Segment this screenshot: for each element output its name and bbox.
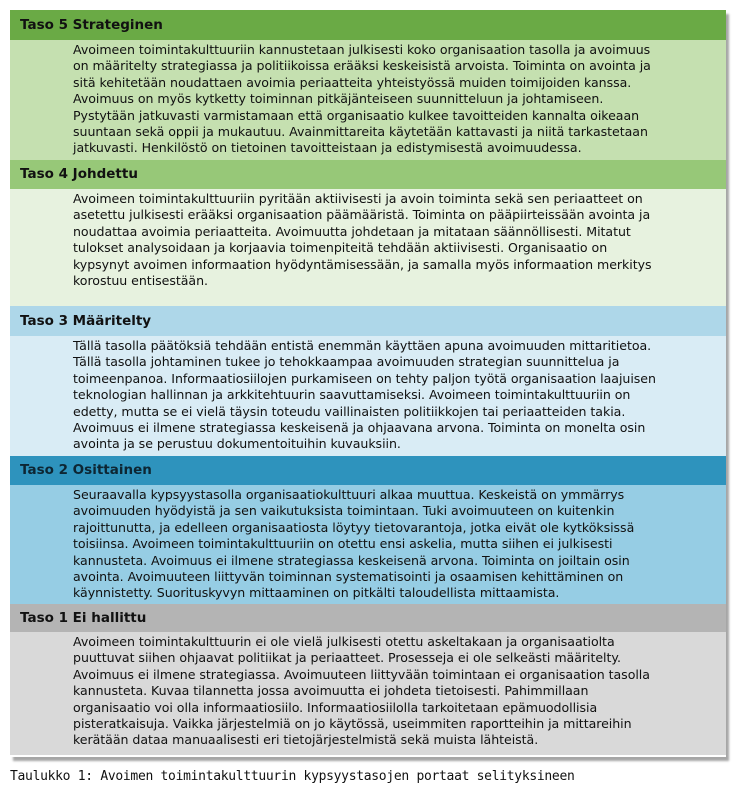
description-line: avointa ja se perustuu dokumentoituihin kuvauksiin.	[73, 436, 401, 452]
level-4-managed	[10, 160, 726, 306]
description-line: edetty, mutta se ei vielä täysin toteudu vaillinaisten politiikkojen tai periaatteiden takia.	[73, 403, 626, 419]
description-line: toimeenpanoa. Informaatiosiilojen purkamiseen on tehty paljon työtä organisaation laajuisen	[73, 370, 656, 386]
description-line: avointa. Avoimuuteen liittyvän toiminnan systematisointi ja osaamisen kehittäminen on	[73, 569, 624, 585]
description-line: rajoittunutta, ja edelleen organisaatiosta löytyy tietovarantoja, jotka eivät ole kytköksissä	[73, 519, 635, 535]
level-1-unmanaged	[10, 604, 726, 755]
description-line: Avoimuus on myös kytketty toiminnan pitkäjänteiseen suunnitteluun ja johtamiseen.	[73, 91, 604, 107]
description-line: kannusteta. Kuvaa tilannetta jossa avoimuutta ei johdeta tietoisesti. Pahimmillaan	[73, 683, 589, 699]
description-line: jatkuvasti. Henkilöstö on tietoinen tavoitteistaan ja edistymisestä avoimuudessa.	[73, 140, 582, 156]
level-title: Taso 3 Määritelty	[10, 306, 726, 336]
description-line: tulokset analysoidaan ja korjaavia toimenpiteitä tehdään aktiivisesti. Organisaatio on	[73, 240, 608, 256]
description-line: sitä kehitetään noudattaen avoimia periaatteita yhteistyössä muiden toimijoiden kanssa.	[73, 74, 632, 90]
level-description	[10, 189, 726, 306]
description-line: organisaatio voi olla informaatiosiilo. Informaatiosiilolla tarkoitetaan epämuodollisia	[73, 699, 598, 715]
description-line: suuntaan sekä oppii ja mukautuu. Avainmittareita käytetään kattavasti ja niitä tarkastetaan	[73, 124, 648, 140]
level-3-defined	[10, 306, 726, 456]
description-line: Avoimeen toimintakulttuuriin kannustetaan julkisesti koko organisaation tasolla ja avoimuus	[73, 42, 651, 57]
description-line: Avoimeen toimintakulttuurin ei ole vielä julkisesti otettu askeltakaan ja organisaatiolta	[73, 634, 615, 649]
level-2-partial	[10, 456, 726, 604]
level-description	[10, 632, 726, 755]
level-title: Taso 2 Osittainen	[10, 456, 726, 485]
table-caption: Taulukko 1: Avoimen toimintakulttuurin kypsyystasojen portaat selityksineen	[10, 769, 575, 784]
description-line: käynnistetty. Suorituskyvyn mittaaminen on pitkälti taloudellista mittaamista.	[73, 585, 560, 601]
description-line: kerätään dataa manuaalisesti eri tietojärjestelmistä sekä muista lähteistä.	[73, 732, 539, 748]
level-description	[10, 40, 726, 160]
level-title: Taso 5 Strateginen	[10, 10, 726, 40]
description-line: noudattaa avoimia periaatteita. Avoimuutta johdetaan ja mitataan säännöllisesti. Mitatut	[73, 223, 631, 239]
description-line: kannusteta. Avoimuus ei ilmene strategiassa keskeisenä arvona. Toiminta on joiltain osin	[73, 552, 630, 568]
level-title: Taso 4 Johdettu	[10, 160, 726, 189]
description-line: korostuu entisestään.	[73, 273, 208, 289]
maturity-levels-table	[10, 10, 726, 757]
description-line: Tällä tasolla johtaminen tukee jo tehokkaampaa avoimuuden strategian suunnittelua ja	[73, 354, 620, 370]
description-line: asetettu julkisesti erääksi organisaation päämääristä. Toiminta on pääpiirteissään avointa ja	[73, 207, 651, 223]
description-line: Pystytään jatkuvasti varmistamaan että organisaatio kulkee tavoitteiden kannalta oikeaan	[73, 107, 640, 123]
description-line: on määritelty strategiassa ja politiikoissa erääksi keskeisistä arvoista. Toiminta on avointa ja	[73, 58, 651, 74]
description-line: Tällä tasolla päätöksiä tehdään entistä enemmän käyttäen apuna avoimuuden mittaritietoa.	[73, 338, 652, 353]
description-line: Avoimuus ei ilmene strategiassa. Avoimuuteen liittyvään toimintaan ei organisaation tasolla	[73, 666, 650, 682]
description-line: kypsynyt avoimen informaation hyödyntämisessään, ja samalla myös informaation merkitys	[73, 256, 652, 272]
level-description	[10, 336, 726, 456]
description-line: teknologian hallinnan ja arkkitehtuurin saavuttamiseksi. Avoimeen toimintakulttuuriin on	[73, 387, 631, 403]
description-line: Seuraavalla kypsyystasolla organisaatiokulttuuri alkaa muuttua. Keskeistä on ymmärrys	[73, 487, 625, 502]
description-line: Avoimuus ei ilmene strategiassa keskeisenä ja ohjaavana arvona. Toiminta on monelta osin	[73, 420, 646, 436]
description-line: puuttuvat siihen ohjaavat politiikat ja periaatteet. Prosesseja ei ole selkeästi määritelty.	[73, 650, 621, 666]
level-title: Taso 1 Ei hallittu	[10, 604, 726, 632]
description-line: avoimuuden hyödyistä ja sen vaikutuksista toimintaan. Tuki avoimuuteen on kuitenkin	[73, 503, 615, 519]
description-line: pisteratkaisuja. Vaikka järjestelmiä on jo käytössä, useimmiten raportteihin ja mittareihin	[73, 716, 632, 732]
level-5-strategic	[10, 10, 726, 160]
description-line: Avoimeen toimintakulttuuriin pyritään aktiivisesti ja avoin toiminta sekä sen periaatteet on	[73, 191, 643, 206]
level-description	[10, 485, 726, 604]
description-line: toisiinsa. Avoimeen toimintakulttuuriin on otettu ensi askelia, mutta siihen ei julkisesti	[73, 536, 613, 552]
